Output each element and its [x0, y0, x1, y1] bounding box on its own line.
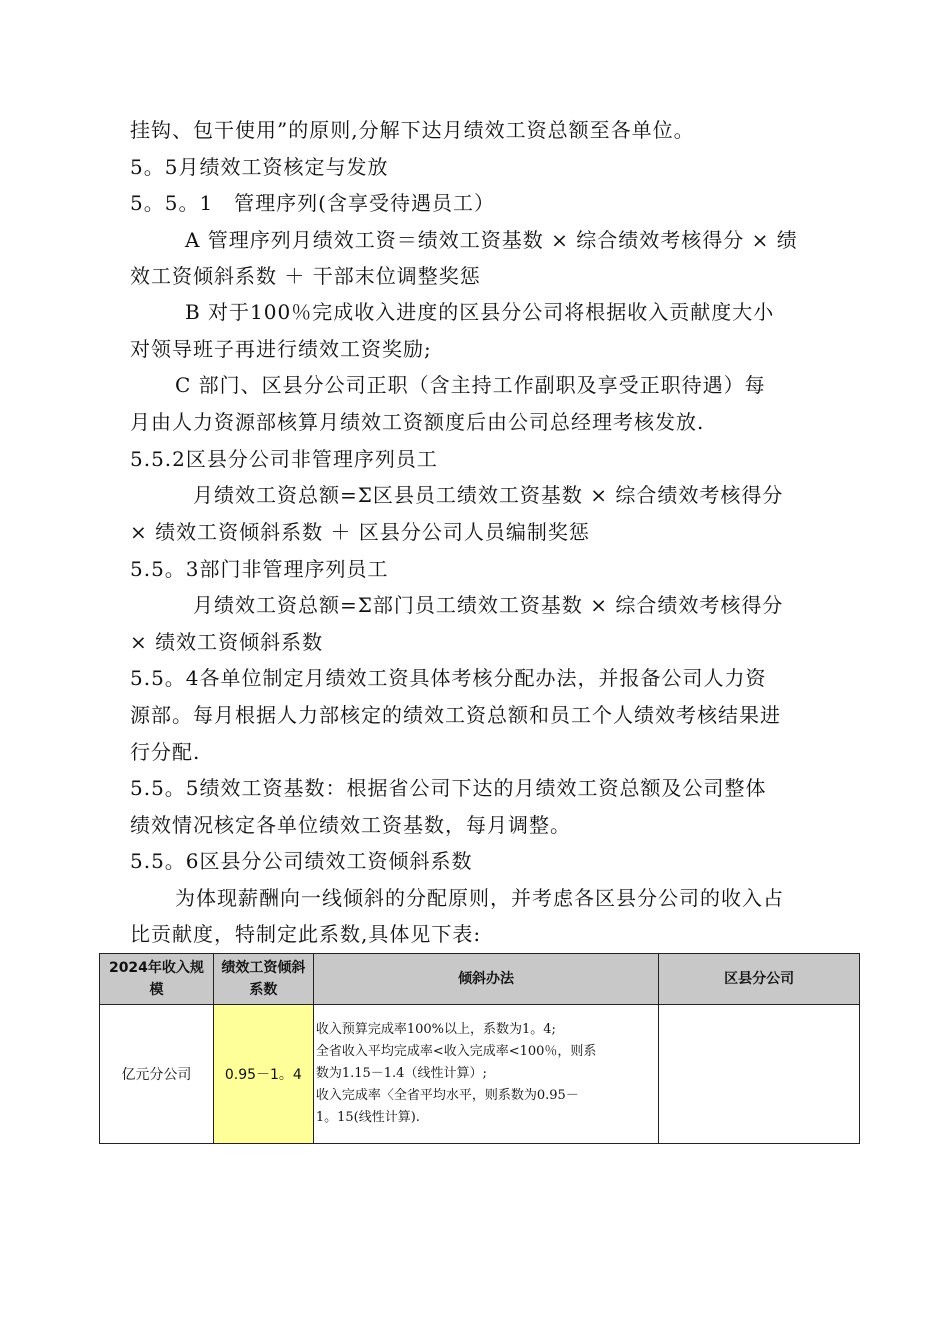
paragraph-line: 效工资倾斜系数 ＋ 干部末位调整奖惩: [130, 264, 481, 288]
cell-revenue-scale: 亿元分公司: [100, 1005, 214, 1144]
formula-line: × 绩效工资倾斜系数 ＋ 区县分公司人员编制奖惩: [130, 520, 590, 544]
cell-method: [313, 1005, 658, 1144]
method-line: 全省收入平均完成率<收入完成率<100％，则系: [315, 1044, 597, 1059]
method-line: 数为1.15－1.4（线性计算）;: [315, 1066, 487, 1081]
paragraph-line: A 管理序列月绩效工资＝绩效工资基数 × 综合绩效考核得分 × 绩: [185, 228, 798, 252]
table-header-row: [100, 954, 860, 1005]
header-district: 区县分公司: [659, 954, 860, 1005]
paragraph-line: C 部门、区县分公司正职（含主持工作副职及享受正职待遇）每: [175, 373, 766, 397]
paragraph-line: B 对于100％完成收入进度的区县分公司将根据收入贡献度大小: [185, 300, 775, 324]
subsection-heading: 5.5。3部门非管理序列员工: [130, 557, 389, 581]
paragraph-line: 挂钩、包干使用”的原则,分解下达月绩效工资总额至各单位。: [130, 118, 695, 142]
header-coefficient: 绩效工资倾斜系数: [213, 954, 313, 1005]
paragraph-line: 对领导班子再进行绩效工资奖励;: [130, 337, 432, 361]
paragraph-line: 月由人力资源部核算月绩效工资额度后由公司总经理考核发放.: [130, 410, 705, 434]
subsection-heading: 5.5。6区县分公司绩效工资倾斜系数: [130, 849, 473, 873]
subsection-heading: 5.5.2区县分公司非管理序列员工: [130, 447, 438, 471]
method-line: 收入预算完成率100%以上，系数为1。4;: [315, 1022, 556, 1037]
subsection-heading: 5。5。1 管理序列(含享受待遇员工）: [130, 191, 495, 215]
paragraph-line: 比贡献度，特制定此系数,具体见下表:: [130, 922, 482, 946]
method-line: 1。15(线性计算).: [315, 1110, 420, 1125]
table-row: [100, 1005, 860, 1144]
section-heading: 5。5月绩效工资核定与发放: [130, 155, 389, 179]
coefficient-table: [99, 953, 860, 1144]
method-line: 收入完成率〈全省平均水平，则系数为0.95－: [315, 1088, 579, 1103]
formula-line: 月绩效工资总额=Σ区县员工绩效工资基数 × 综合绩效考核得分: [193, 483, 784, 507]
formula-line: 月绩效工资总额=Σ部门员工绩效工资基数 × 综合绩效考核得分: [193, 593, 784, 617]
paragraph-line: 为体现薪酬向一线倾斜的分配原则，并考虑各区县分公司的收入占: [175, 886, 784, 910]
cell-coefficient: 0.95－1。4: [213, 1005, 313, 1144]
formula-line: × 绩效工资倾斜系数: [130, 630, 324, 654]
paragraph-line: 源部。每月根据人力部核定的绩效工资总额和员工个人绩效考核结果进: [130, 703, 781, 727]
cell-district: [659, 1005, 860, 1144]
paragraph-line: 5.5。5绩效工资基数：根据省公司下达的月绩效工资总额及公司整体: [130, 776, 767, 800]
header-method: 倾斜办法: [313, 954, 658, 1005]
paragraph-line: 5.5。4各单位制定月绩效工资具体考核分配办法，并报备公司人力资: [130, 666, 767, 690]
header-revenue-scale: 2024年收入规模: [100, 954, 214, 1005]
paragraph-line: 行分配.: [130, 740, 201, 764]
paragraph-line: 绩效情况核定各单位绩效工资基数，每月调整。: [130, 813, 571, 837]
